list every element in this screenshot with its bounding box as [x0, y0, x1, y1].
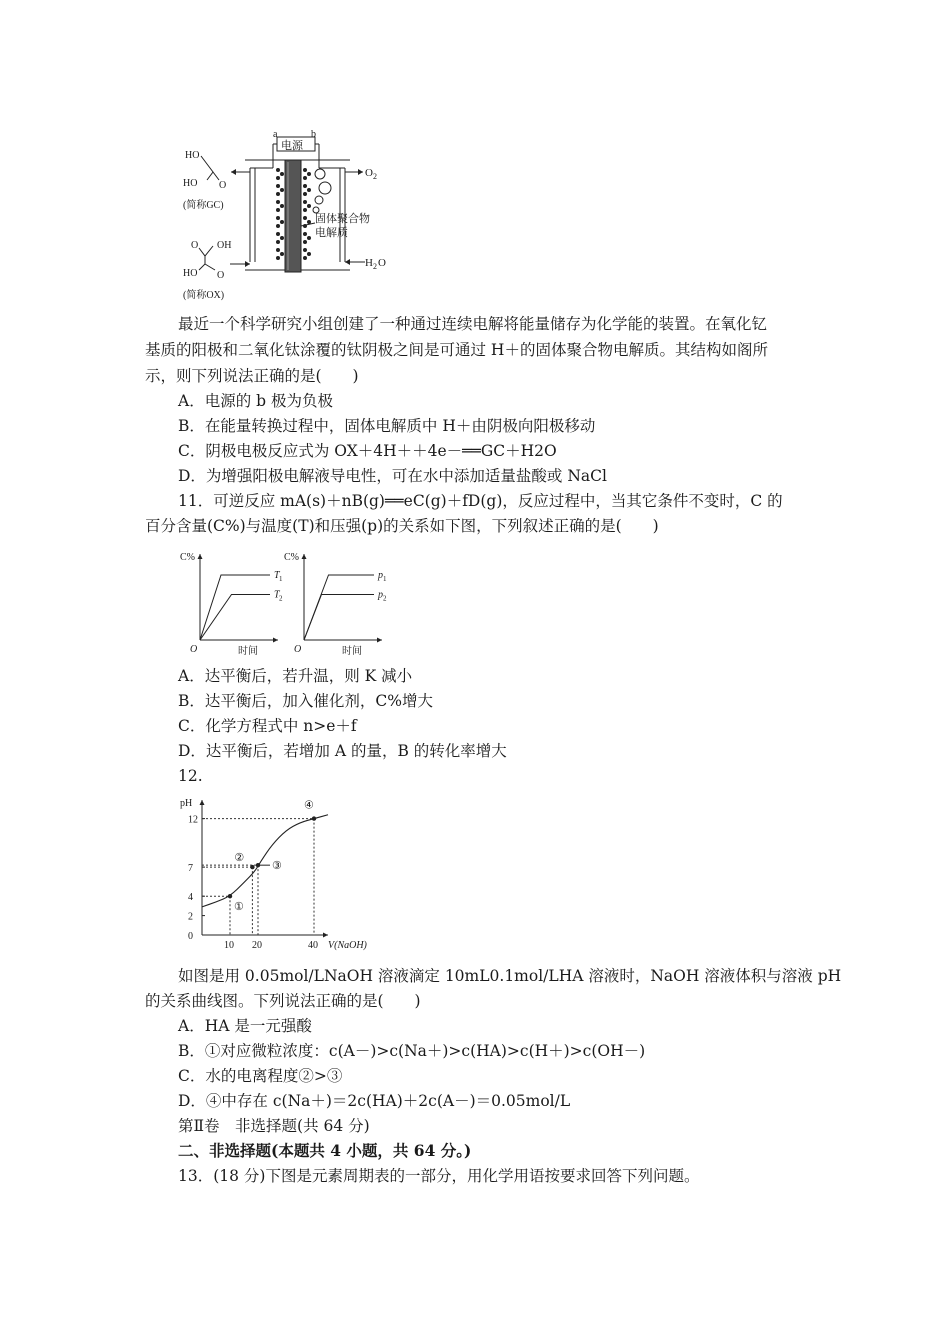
temp-chart-label-T1: T	[274, 570, 280, 581]
ph-x-arrow	[323, 933, 328, 938]
terminal-b-label: b	[311, 129, 316, 140]
q12-stem-line-1: 如图是用 0.05mol/LNaOH 溶液滴定 10mL0.1mol/LHA 溶液时，NaOH 溶液体积与溶液 pH	[178, 967, 842, 985]
anode-dots	[303, 168, 311, 260]
h2o-label: H	[365, 257, 373, 269]
ph-y-tick-2: 2	[188, 911, 193, 923]
ph-point-3	[256, 863, 260, 867]
q12-number: 12.	[178, 767, 203, 785]
press-chart-label-sub-p2: 2	[383, 594, 387, 603]
ph-y-tick-0: 0	[188, 931, 193, 942]
temp-chart-label-sub-T2: 2	[279, 594, 283, 603]
ph-xlabel: V(NaOH)	[328, 940, 367, 951]
temp-chart-label-sub-T1: 1	[279, 575, 283, 583]
gc-ho-bottom: HO	[183, 178, 198, 189]
q10-option-a: A．电源的 b 极为负极	[178, 392, 333, 410]
press-chart-label-p1: p	[378, 570, 383, 581]
temp-chart-xlabel: 时间	[238, 646, 258, 656]
temp-chart-y-arrow	[198, 554, 203, 559]
ph-point-1	[228, 894, 232, 898]
oxygen-bubbles	[313, 169, 331, 213]
ox-name: (简称OX)	[183, 290, 225, 301]
cathode-dots	[276, 168, 284, 260]
h2o-tail: O	[378, 257, 386, 269]
ph-point-4	[312, 816, 316, 820]
section-heading: 二、非选择题(本题共 4 小题，共 64 分。)	[178, 1141, 472, 1160]
ph-point-label-3: ③	[272, 860, 282, 873]
temp-chart-ylabel: C%	[180, 552, 195, 563]
q11-stem-line-2: 百分含量(C%)与温度(T)和压强(p)的关系如下图，下列叙述正确的是( )	[145, 517, 659, 535]
q10-option-b: B．在能量转换过程中，固体电解质中 H＋由阴极向阳极移动	[178, 417, 596, 435]
ph-y-arrow	[200, 800, 205, 805]
ox-o-top: O	[191, 240, 199, 251]
press-chart-label-p2: p	[378, 589, 383, 601]
temp-chart-origin: O	[190, 644, 198, 655]
temp-chart-x-arrow	[273, 638, 278, 643]
o2-label: O	[365, 167, 373, 179]
ph-x-tick-40: 40	[308, 940, 318, 951]
q11-stem-line-1: 11．可逆反应 mA(s)＋nB(g)══eC(g)＋fD(g)，反应过程中，当其它条件不变时，C 的	[178, 492, 783, 510]
pressure-chart	[282, 548, 392, 656]
ox-ho: HO	[183, 268, 198, 279]
q10-stem-line-2: 基质的阳极和二氧化钛涂覆的钛阴极之间是可通过 H＋的固体聚合物电解质。其结构如阁所	[145, 341, 768, 359]
ph-ylabel: pH	[180, 798, 193, 809]
electrolysis-diagram	[175, 128, 415, 306]
gc-o: O	[219, 180, 227, 191]
polymer-electrolyte	[285, 160, 301, 272]
q10-stem-line-1: 最近一个科学研究小组创建了一种通过连续电解将能量储存为化学能的装置。在氧化钇	[178, 315, 768, 333]
q12-option-c: C．水的电离程度②>③	[178, 1067, 343, 1085]
ph-x-tick-20: 20	[252, 940, 262, 951]
q12-option-a: A．HA 是一元强酸	[178, 1017, 312, 1035]
q10-stem-line-3: 示，则下列说法正确的是( )	[145, 367, 359, 385]
ph-y-tick-4: 4	[188, 892, 193, 904]
electrolyte-label-2: 电解质	[315, 227, 348, 239]
o2-subscript: 2	[373, 172, 377, 181]
electrolyte-label-1: 固体聚合物	[315, 213, 370, 225]
press-chart-series-p2	[304, 595, 374, 641]
titration-curve-chart	[178, 790, 378, 955]
q12-stem-line-2: 的关系曲线图。下列说法正确的是( )	[145, 992, 421, 1010]
gc-ho-top: HO	[185, 150, 200, 161]
q13-stem: 13．(18 分)下图是元素周期表的一部分，用化学用语按要求回答下列问题。	[178, 1167, 700, 1185]
h2o-subscript: 2	[373, 262, 377, 271]
press-chart-series-p1	[304, 575, 374, 640]
press-chart-origin: O	[294, 644, 302, 655]
q12-option-b: B．①对应微粒浓度：c(A－)>c(Na＋)>c(HA)>c(H＋)>c(OH－)	[178, 1042, 646, 1060]
q11-option-b: B．达平衡后，加入催化剂，C%增大	[178, 692, 433, 710]
ox-oh: OH	[217, 240, 232, 251]
q11-option-a: A．达平衡后，若升温，则 K 减小	[178, 667, 413, 685]
temp-chart-label-T2: T	[274, 589, 280, 601]
q10-option-d: D．为增强阳极电解液导电性，可在水中添加适量盐酸或 NaCl	[178, 467, 607, 485]
ph-x-tick-10: 10	[224, 940, 234, 951]
ph-point-label-4: ④	[304, 799, 314, 812]
press-chart-ylabel: C%	[284, 552, 299, 563]
q12-option-d: D．④中存在 c(Na＋)＝2c(HA)＋2c(A－)＝0.05mol/L	[178, 1092, 571, 1110]
ph-y-tick-7: 7	[188, 863, 193, 875]
press-chart-y-arrow	[302, 554, 307, 559]
ox-o-bottom: O	[217, 270, 225, 281]
ph-point-label-1: ①	[234, 901, 244, 914]
press-chart-xlabel: 时间	[342, 646, 362, 656]
temperature-chart	[178, 548, 288, 656]
terminal-a-label: a	[273, 129, 278, 140]
power-source-label: 电源	[281, 140, 303, 152]
temp-chart-series-T2	[200, 595, 270, 641]
gc-name: (简称GC)	[183, 200, 224, 211]
ph-curve	[202, 815, 328, 907]
q10-option-c: C．阴极电极反应式为 OX＋4H＋＋4e－══GC＋H2O	[178, 442, 557, 460]
temp-chart-series-T1	[200, 575, 270, 640]
volume-heading: 第Ⅱ卷 非选择题(共 64 分)	[178, 1117, 370, 1135]
q11-option-d: D．达平衡后，若增加 A 的量，B 的转化率增大	[178, 742, 507, 760]
q11-option-c: C．化学方程式中 n>e＋f	[178, 717, 357, 735]
ph-y-tick-12: 12	[188, 814, 198, 826]
ph-point-label-2: ②	[234, 852, 245, 865]
press-chart-label-sub-p1: 1	[383, 575, 387, 583]
press-chart-x-arrow	[377, 638, 382, 643]
